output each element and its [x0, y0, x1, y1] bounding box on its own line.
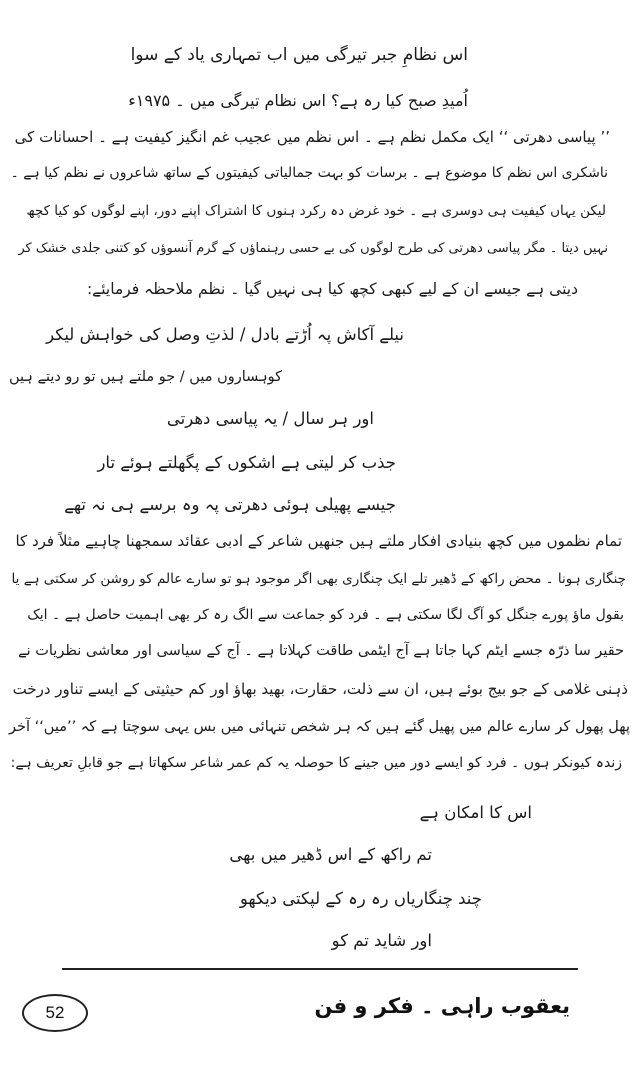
poem-1-line-3: اور ہر سال / یہ پیاسی دھرتی	[166, 409, 374, 428]
poem-1-line-4: جذب کر لیتی ہے اشکوں کے پگھلتے ہوئے تار	[97, 453, 396, 472]
paragraph-1-line-1: ’’ پیاسی دھرتی ‘‘ ایک مکمل نظم ہے ۔ اس نظم میں عجیب غم انگیز کیفیت ہے ۔ احسانات کی	[14, 128, 610, 146]
poem-1-line-5: جیسے پھیلی ہوئی دھرتی پہ وہ برسے ہی نہ تھے	[64, 495, 396, 514]
poem-2-line-1: اس کا امکان ہے	[419, 803, 532, 822]
poem-1-line-2: کوہساروں میں / جو ملتے ہیں تو رو دیتے ہیں	[8, 369, 282, 385]
poem-2-line-3: چند چنگاریاں رہ رہ کے لپکتی دیکھو	[239, 889, 482, 908]
paragraph-2-line-5: ذہنی غلامی کے جو بیج بوئے ہیں، ان سے ذلت، حقارت، بھید بھاؤ اور کم حیثیتی کے ایسے تناور درخت	[12, 680, 628, 698]
paragraph-1-line-4: نہیں دیتا ۔ مگر پیاسی دھرتی کی طرح لوگوں کی بے حسی رہنماؤں کے گرم آنسوؤں کو کتنی جلدی خشک کر	[18, 241, 608, 256]
page-number-badge	[22, 994, 88, 1032]
paragraph-2-line-7: زندہ کیونکر ہوں ۔ فرد کو ایسے دور میں جینے کا حوصلہ یہ کم عمر شاعر سکھاتا ہے جو قابلِ تعریف ہے:	[10, 755, 622, 771]
verse-line-2-with-citation: اُمیدِ صبح کیا رہ ہے؟ اس نظام تیرگی میں ۔ ۱۹۷۵ء	[128, 91, 468, 110]
poem-1-line-1: نیلے آکاش پہ اُڑتے بادل / لذتِ وصل کی خواہش لیکر	[46, 325, 404, 344]
paragraph-2-line-6: پھل پھول کر سارے عالم میں پھیل گئے ہیں کہ ہر شخص تنہائی میں بس یہی سوچتا ہے کہ ’’میں‘‘ آخر	[8, 719, 630, 735]
paragraph-2-line-2: چنگاری ہونا ۔ محض راکھ کے ڈھیر تلے ایک چنگاری بھی اگر موجود ہو تو سارے عالم کو روشن کر سکتی ہے یا	[11, 571, 626, 587]
poem-2-line-2: تم راکھ کے اس ڈھیر میں بھی	[229, 845, 432, 864]
paragraph-2-line-1: تمام نظموں میں کچھ بنیادی افکار ملتے ہیں جنھیں شاعر کے ادبی عقائد سمجھنا چاہیے مثلاً فرد کا	[15, 532, 622, 550]
poem-2-line-4: اور شاید تم کو	[331, 931, 432, 950]
paragraph-2-line-3: بقول ماؤ پورے جنگل کو آگ لگا سکتی ہے ۔ فرد کو جماعت سے الگ رہ کر بھی اہمیت حاصل ہے ۔ ایک	[27, 607, 624, 623]
book-title: یعقوب راہی ۔ فکر و فن	[314, 994, 570, 1018]
page-number: 52	[45, 1003, 65, 1022]
verse-line-1: اس نظامِ جبر تیرگی میں اب تمہاری یاد کے سوا	[130, 45, 468, 65]
paragraph-1-line-2: ناشکری اس نظم کا موضوع ہے ۔ برسات کو بہت جمالیاتی کیفیتوں کے ساتھ شاعروں نے نظم کیا ہے ۔	[10, 165, 608, 181]
paragraph-2-line-4: حقیر سا ذرّہ جسے ایٹم کہا جاتا ہے آج ایٹمی طاقت کہلاتا ہے ۔ آج کے سیاسی اور معاشی نظریات نے	[18, 643, 624, 659]
footer-divider	[62, 968, 578, 970]
paragraph-1-line-3: لیکن یہاں کیفیت ہی دوسری ہے ۔ خود غرض دہ رکرد ہنوں کا اشتراک اپنے دور، اپنے لوگوں کو کیا کچھ	[26, 203, 606, 219]
paragraph-1-line-5: دیتی ہے جیسے ان کے لیے کبھی کچھ کیا ہی نہیں گیا ۔ نظم ملاحظہ فرمایئے:	[86, 280, 578, 298]
